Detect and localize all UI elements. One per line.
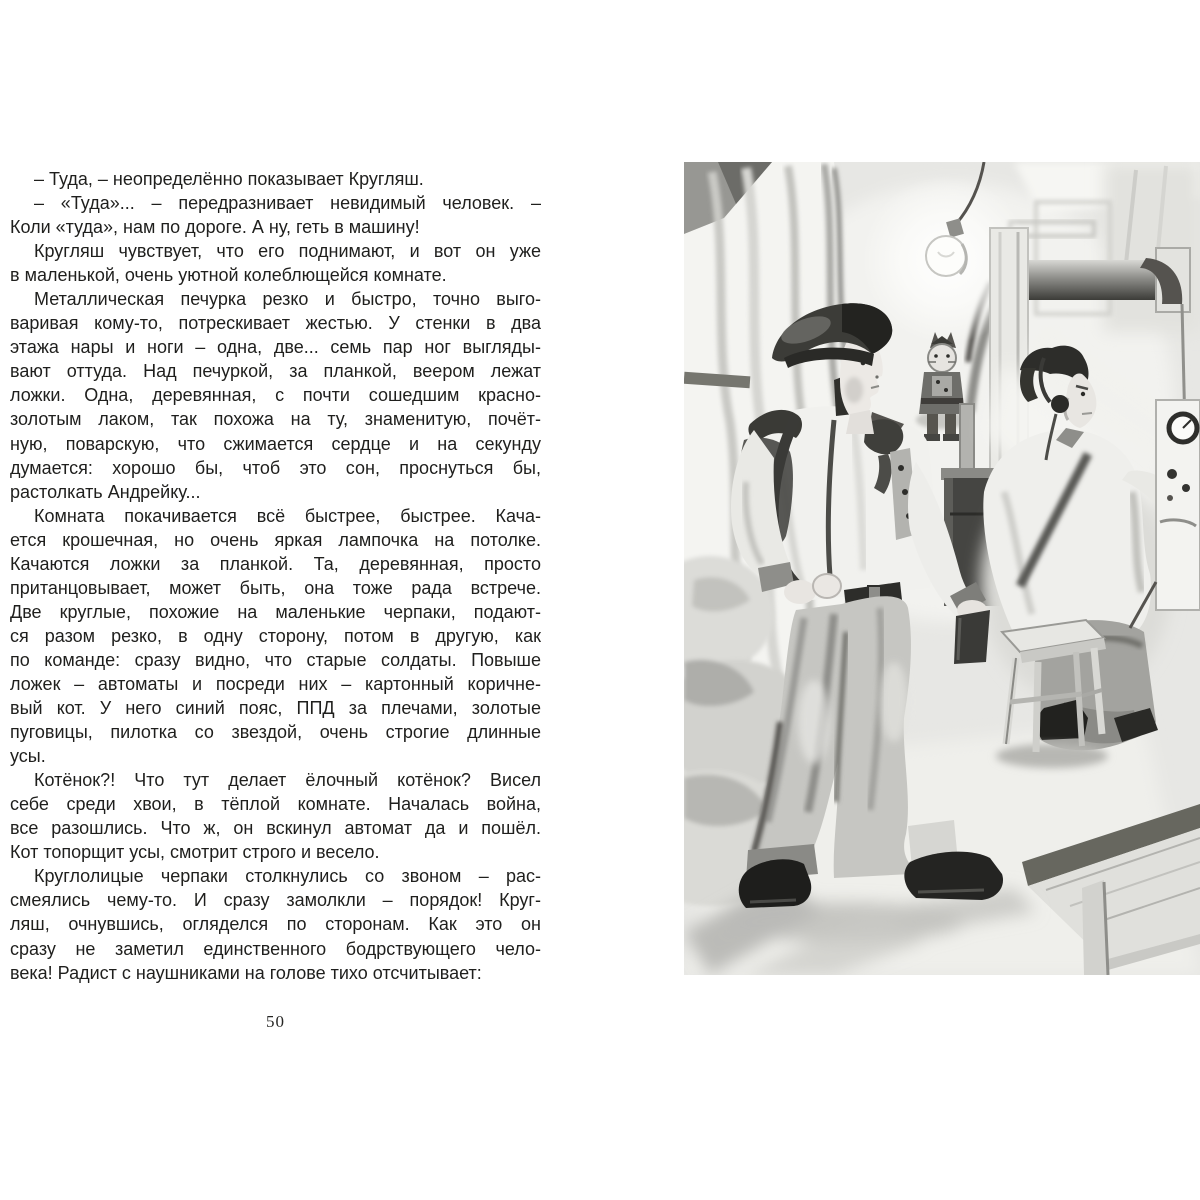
text-line: растолкать Андрейку... bbox=[10, 481, 201, 502]
text-line: Две круглые, похожие на маленькие черпаки, подают- bbox=[10, 601, 541, 622]
text-line: Металлическая печурка резко и быстро, точно выго- bbox=[34, 289, 541, 310]
text-line: сразу не заметил единственного бодрствующего чело- bbox=[10, 938, 541, 959]
text-column bbox=[10, 167, 541, 985]
text-line: этажа нары и ноги – одна, две... семь пар ног выгляды- bbox=[10, 337, 541, 358]
text-line: ется крошечная, но очень яркая лампочка на потолке. bbox=[10, 529, 541, 550]
text-line: Качаются ложки за планкой. Та, деревянная, просто bbox=[10, 553, 541, 574]
text-line: Комната покачивается всё быстрее, быстрее. Кача- bbox=[34, 505, 541, 526]
text-line: вый кот. У него синий пояс, ППД за плечами, золотые bbox=[10, 698, 541, 719]
text-line: ся разом резко, в одну сторону, потом в другую, как bbox=[10, 625, 541, 646]
text-line: – «Туда»... – передразнивает невидимый человек. – bbox=[34, 193, 541, 214]
text-line: Кругляш чувствует, что его поднимают, и вот он уже bbox=[34, 241, 541, 262]
text-line: в маленькой, очень уютной колеблющейся комнате. bbox=[10, 265, 447, 286]
text-line: ложек – автоматы и посреди них – картонный коричне- bbox=[10, 673, 541, 694]
text-line: пуговицы, пилотка со звездой, очень строгие длинные bbox=[10, 722, 541, 743]
text-line: думается: хорошо бы, чтоб это сон, проснуться бы, bbox=[10, 457, 541, 478]
text-line: себе среди хвои, в тёплой комнате. Началась война, bbox=[10, 794, 541, 815]
text-line: вают оттуда. Над печуркой, за планкой, веером лежат bbox=[10, 361, 541, 382]
text-line: ложки. Одна, деревянная, с почти сошедшим красно- bbox=[10, 385, 541, 406]
text-line: ную, поварскую, что сжимается сердце и на секунду bbox=[10, 433, 541, 454]
text-line: ляш, очнувшись, огляделся по сторонам. Как это он bbox=[10, 914, 541, 935]
illustration bbox=[684, 162, 1200, 975]
text-line: по команде: сразу видно, что старые солдаты. Повыше bbox=[10, 649, 541, 670]
page-number: 50 bbox=[266, 1012, 285, 1031]
text-line: Котёнок?! Что тут делает ёлочный котёнок? Висел bbox=[34, 770, 541, 791]
text-line: Кот топорщит усы, смотрит строго и весело. bbox=[10, 842, 380, 863]
text-line: усы. bbox=[10, 746, 46, 767]
text-line: – Туда, – неопределённо показывает Кругляш. bbox=[34, 169, 424, 189]
text-line: Круглолицые черпаки столкнулись со звоном – рас- bbox=[34, 866, 541, 887]
text-line: Коли «туда», нам по дороге. А ну, геть в машину! bbox=[10, 217, 420, 238]
text-line: пританцовывает, может быть, она тоже рада встрече. bbox=[10, 577, 541, 598]
text-line: варивая кому-то, потрескивает жестью. У стенки в два bbox=[10, 313, 541, 334]
watercolor-scene bbox=[684, 162, 1200, 975]
text-line: все разошлись. Что ж, он вскинул автомат да и пошёл. bbox=[10, 818, 541, 839]
text-line: золотым лаком, так похожа на ту, знаменитую, почёт- bbox=[10, 409, 541, 430]
text-line: века! Радист с наушниками на голове тихо отсчитывает: bbox=[10, 962, 482, 983]
text-line: смеялись чему-то. И сразу замолкли – порядок! Круг- bbox=[10, 890, 541, 911]
